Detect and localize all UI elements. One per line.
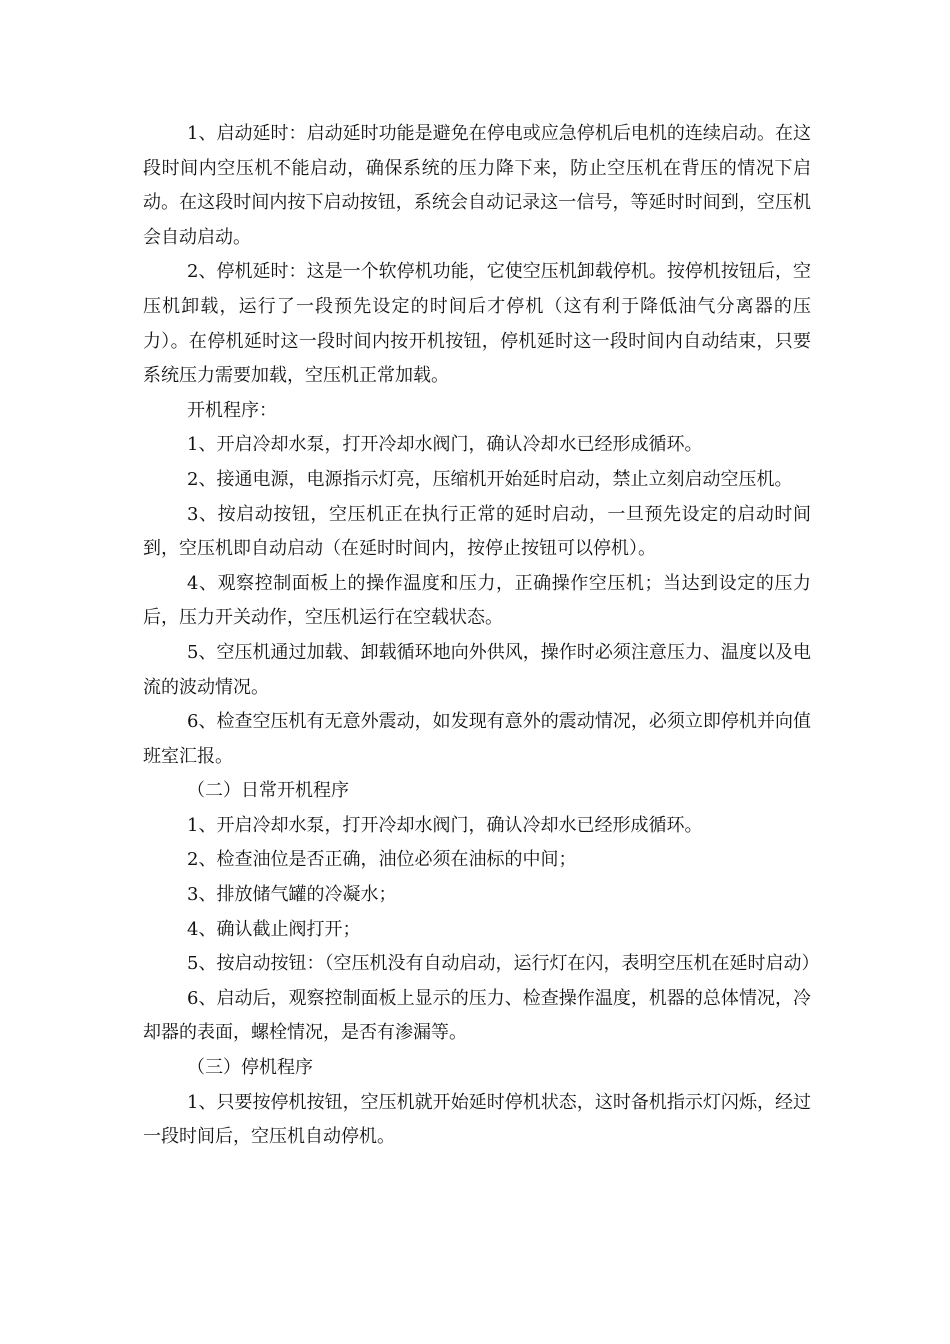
daily-step-4: 4、确认截止阀打开； — [187, 918, 361, 940]
paragraph-start-delay: 1、启动延时：启动延时功能是避免在停电或应急停机后电机的连续启动。在这段时间内空压机不能启动，确保系统的压力降下来，防止空压机在背压的情况下启动。在这段时间内按下启动按钮，系统会自动记录这一信号，等延时时间到，空压机会自动启动。 — [143, 123, 811, 248]
startup-step-6: 6、检查空压机有无意外震动，如发现有意外的震动情况，必须立即停机并向值班室汇报。 — [143, 711, 811, 767]
section-heading-shutdown: （三）停机程序 — [187, 1057, 313, 1079]
section-heading-startup-procedure: 开机程序： — [187, 399, 277, 421]
startup-step-4: 4、观察控制面板上的操作温度和压力，正确操作空压机；当达到设定的压力后，压力开关动作，空压机运行在空载状态。 — [143, 572, 811, 629]
document-body — [143, 117, 820, 1155]
startup-step-3: 3、按启动按钮，空压机正在执行正常的延时启动，一旦预先设定的启动时间到，空压机即自动启动（在延时时间内，按停止按钮可以停机）。 — [143, 503, 811, 560]
daily-step-5: 5、按启动按钮：（空压机没有自动启动，运行灯在闪，表明空压机在延时启动） — [187, 953, 820, 975]
daily-step-1: 1、开启冷却水泵，打开冷却水阀门，确认冷却水已经形成循环。 — [187, 814, 703, 836]
paragraph-stop-delay: 2、停机延时：这是一个软停机功能，它使空压机卸载停机。按停机按钮后，空压机卸载，运行了一段预先设定的时间后才停机（这有利于降低油气分离器的压力）。在停机延时这一段时间内按开机按钮，停机延时这一段时间内自动结束，只要系统压力需要加载，空压机正常加载。 — [143, 261, 811, 387]
daily-step-2: 2、检查油位是否正确，油位必须在油标的中间； — [187, 849, 577, 871]
startup-step-2: 2、接通电源，电源指示灯亮，压缩机开始延时启动，禁止立刻启动空压机。 — [187, 468, 793, 490]
daily-step-6: 6、启动后，观察控制面板上显示的压力、检查操作温度，机器的总体情况，冷却器的表面，螺栓情况，是否有渗漏等。 — [143, 987, 811, 1044]
section-heading-daily-startup: （二）日常开机程序 — [187, 780, 349, 802]
startup-step-5: 5、空压机通过加载、卸载循环地向外供风，操作时必须注意压力、温度以及电流的波动情况。 — [143, 641, 811, 698]
daily-step-3: 3、排放储气罐的冷凝水； — [187, 884, 397, 906]
startup-step-1: 1、开启冷却水泵，打开冷却水阀门，确认冷却水已经形成循环。 — [187, 434, 703, 456]
shutdown-step-1: 1、只要按停机按钮，空压机就开始延时停机状态，这时备机指示灯闪烁，经过一段时间后，空压机自动停机。 — [143, 1091, 811, 1148]
